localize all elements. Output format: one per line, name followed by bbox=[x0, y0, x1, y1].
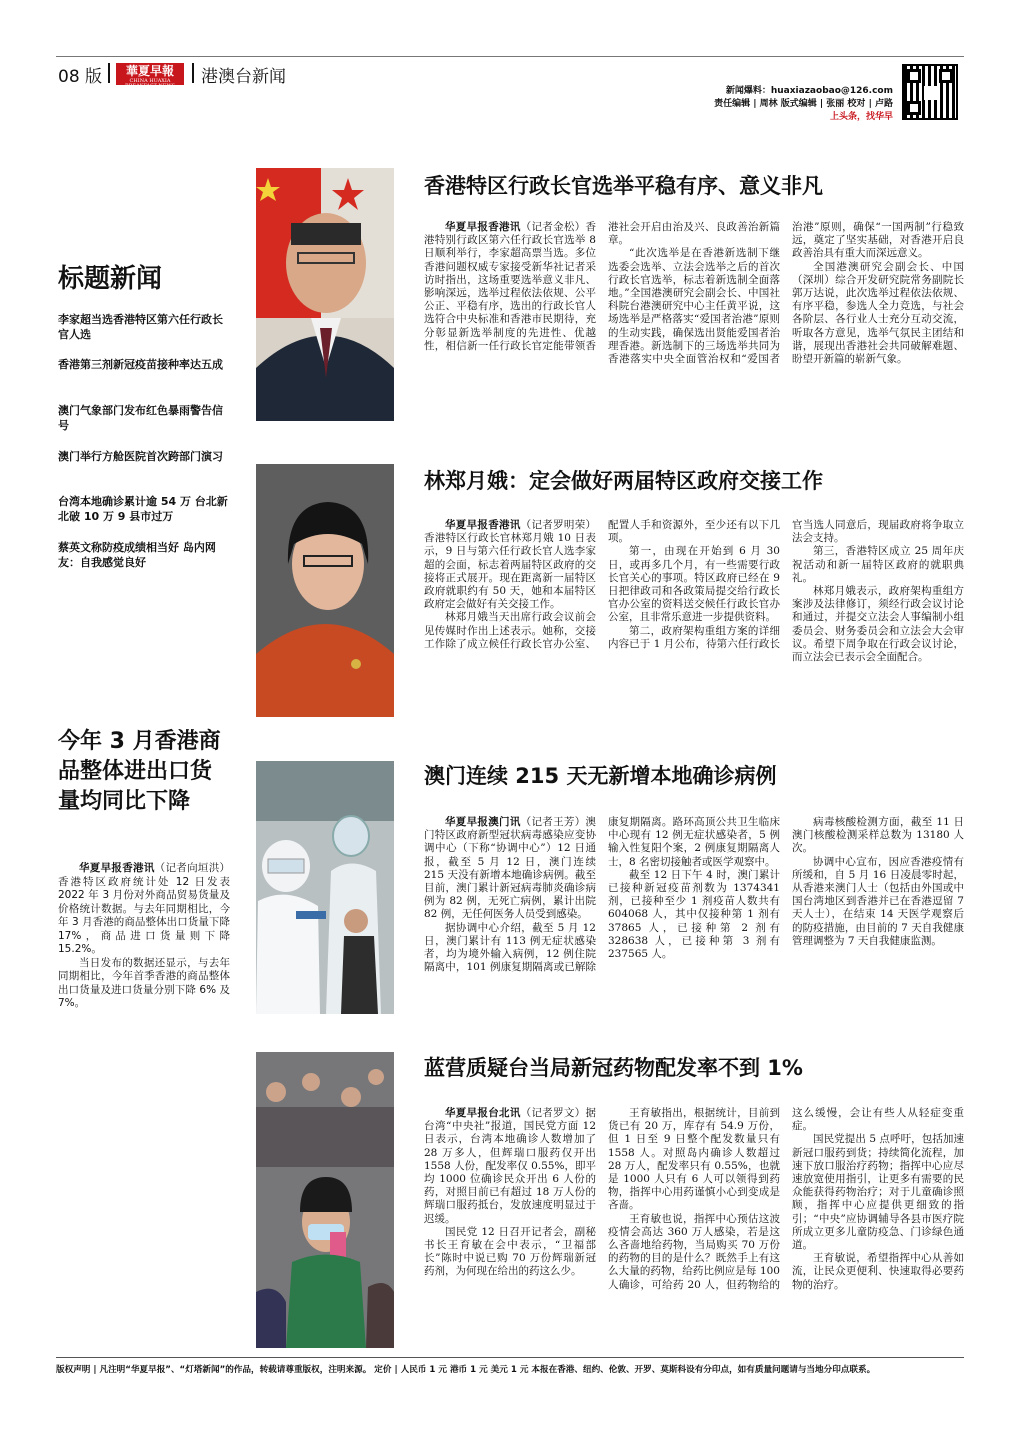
article-title: 蓝营质疑台当局新冠药物配发率不到 1% bbox=[424, 1056, 803, 1080]
footer-rule bbox=[56, 1357, 964, 1358]
sidebar-story-body: 华夏早报香港讯（记者向垣洪）香港特区政府统计处 12 日发表 2022 年 3 月份对外商品贸易货量及价格统计数据。与去年同期相比，今年 3 月香港的商品整体出口货量下降 17%，商品进口货量则下降 15.2%。 当日发布的数据还显示，与去年同期相比，今年首季香港的商品整体出口货量及进口货量分别下降 6% 及 7%。 bbox=[58, 862, 231, 1009]
article-body: 华夏早报澳门讯（记者王芳）澳门特区政府新型冠状病毒感染应变协调中心（下称“协调中心”）12 日通报，截至 5 月 12 日，澳门连续 215 天没有新增本地确诊病例。截至目前，澳门累计新冠病毒肺炎确诊病例为 82 例，无死亡病例，累计出院 82 例，无任何医务人员受到感染。 据协调中心介绍，截至 5 月 12 日，澳门累计有 113 例无症状感染者，均为境外输入病例，12 例住院隔离中，101 例康复期隔离或已解除康复期隔离。路环高顶公共卫生临床中心现有 12 例无症状感染者，5 例输入性复阳个案，2 例康复期隔离人士，8 名密切接触者或医学观察中。 截至 12 日下午 4 时，澳门累计已接种新冠疫苗剂数为 1374341 剂，已接种至少 1 剂疫苗人数共有 604068 人，其中仅接种第 1 剂有 37865 人，已接种第 2 剂有 328638 人，已接种第 3 剂有 237565 人。 病毒核酸检测方面，截至 11 日澳门核酸检测采样总数为 13180 人次。 协调中心宣布，因应香港疫情有所缓和，自 5 月 16 日凌晨零时起，从香港来澳门人士（包括由外国或中国台湾地区到香港并已在香港逗留 7 天人士），在结束 14 天医学观察后的防疫措施，由目前的 7 天自我健康管理调整为 7 天自我健康监测。 bbox=[424, 816, 964, 974]
article-title: 香港特区行政长官选举平稳有序、意义非凡 bbox=[424, 174, 823, 198]
article-photo bbox=[256, 761, 394, 1014]
footer-copyright: 版权声明 | 凡注明“华夏早报”、“灯塔新闻”的作品，转载请尊重版权，注明来源。 定价 | 人民币 1 元 港币 1 元 美元 1 元 本报在香港、纽约、伦敦、开罗、莫斯科设有分印点，如有质量问题请与当地分印点联系。 bbox=[56, 1365, 876, 1375]
header-separator bbox=[108, 63, 110, 83]
article-photo bbox=[256, 1052, 394, 1348]
header-rule bbox=[56, 56, 964, 57]
article-title: 澳门连续 215 天无新增本地确诊病例 bbox=[424, 764, 777, 788]
page-number: 08 版 bbox=[58, 67, 103, 87]
headline-item[interactable]: 蔡英文称防疫成绩相当好 岛内网友：自我感觉良好 bbox=[58, 541, 216, 569]
article-title: 林郑月娥：定会做好两届特区政府交接工作 bbox=[424, 469, 823, 493]
headline-item[interactable]: 台湾本地确诊累计逾 54 万 台北新北破 10 万 9 县市过万 bbox=[58, 495, 228, 523]
hotline: 新闻爆料：huaxiazaobao@126.com bbox=[725, 86, 893, 96]
editors: 责任编辑 | 周林 版式编辑 | 张丽 校对 | 卢路 bbox=[714, 99, 893, 109]
sidebar-title: 标题新闻 bbox=[58, 264, 163, 294]
article-body: 华夏早报香港讯（记者金松）香港特别行政区第六任行政长官选举 8 日顺利举行，李家超高票当选。多位香港问题权威专家接受新华社记者采访时指出，这场重要选举意义非凡、影响深远，选举过程依法依规、公平公正、平稳有序，选出的行政长官人选符合中央标准和香港市民期待，充分彰显新选举制度的先进性、优越性，相信新一任行政长官定能带领香港社会开启由治及兴、良政善治新篇章。 “此次选举是在香港新选制下继选委会选举、立法会选举之后的首次行政长官选举，标志着新选制全面落地。”全国港澳研究会副会长、中国社科院台港澳研究中心主任黄平说，这场选举是严格落实“爱国者治港”原则的生动实践，确保选出贤能爱国者治理香港。新选制下的三场选举共同为香港落实中央全面管治权和“爱国者治港”原则，确保“一国两制”行稳致远，奠定了坚实基础，对香港开启良政善治具有重大而深远意义。 全国港澳研究会副会长、中国（深圳）综合开发研究院常务副院长郭万达说，此次选举过程依法依规、有序平稳，参选人全力竞选，与社会各阶层、各行业人士充分互动交流，听取各方意见，选举气氛民主团结和谐，展现出香港社会共同破解难题、盼望开新篇的崭新气象。 bbox=[424, 221, 964, 366]
newspaper-logo: 華夏早報 CHINA HUAXIA BREAKFAST NEWS bbox=[116, 63, 184, 85]
article-body: 华夏早报台北讯（记者罗文）据台湾“中央社”报道，国民党方面 12 日表示，台湾本地确诊人数增加了 28 万多人，但辉瑞口服药仅开出 1558 人份，配发率仅 0.55%，即平均 1000 位确诊民众开出 6 人份的药，对照目前已有超过 18 万人份的辉瑞口服药抵台，发放速度明显过于迟缓。 国民党 12 日召开记者会，副秘书长王育敏在会中表示，“卫福部长”陈时中说已购 70 万份辉瑞新冠药剂，为何现在给出的药这么少。 王育敏指出，根据统计，目前到货已有 20 万，库存有 54.9 万份，但 1 日至 9 日整个配发数量只有 1558 人。对照岛内确诊人数超过 28 万人，配发率只有 0.55%，也就是 1000 人只有 6 人可以领得到药物，指挥中心用药谨慎小心到变成是吝啬。 王育敏也说，指挥中心预估这波疫情会高达 360 万人感染，若是这么吝啬地给药物，当局购买 70 万份的药物的目的是什么？既然手上有这么大量的药物，给药比例应是每 100 人确诊，可给药 20 人，但药物给的这么缓慢，会让有些人从轻症变重症。 国民党提出 5 点呼吁，包括加速新冠口服药到货；持续简化流程，加速下放口服治疗药物；指挥中心应尽速放宽使用指引，让更多有需要的民众能获得药物治疗；对于儿童确诊照顾，指挥中心应提供更细致的指引；“中央”应协调辅导各县市医疗院所成立更多儿童防疫急、门诊绿色通道。 王育敏说，希望指挥中心从善如流，让民众更便利、快速取得必要药物的治疗。 bbox=[424, 1107, 964, 1291]
headline-item[interactable]: 李家超当选香港特区第六任行政长官人选 bbox=[58, 313, 223, 341]
section-name: 港澳台新闻 bbox=[201, 67, 286, 87]
headline-item[interactable]: 香港第三剂新冠疫苗接种率达五成 bbox=[58, 358, 223, 371]
slogan: 上头条，找华早 bbox=[829, 112, 893, 122]
article-photo bbox=[256, 168, 394, 421]
sidebar-story-title: 今年 3 月香港商品整体进出口货量均同比下降 bbox=[58, 729, 221, 814]
editor-info bbox=[714, 85, 893, 124]
qr-code-icon bbox=[902, 64, 958, 120]
article-body: 华夏早报香港讯（记者罗明荣）香港特区行政长官林郑月娥 10 日表示，9 日与第六任行政长官人选李家超的会面，标志着两届特区政府的交接将正式展开。现在距离新一届特区政府就职约有 50 天，她和本届特区政府定会做好有关交接工作。 林郑月娥当天出席行政会议前会见传媒时作出上述表示。她称，交接工作除了成立候任行政长官办公室、配置人手和资源外，至少还有以下几项。 第一，由现在开始到 6 月 30 日，或再多几个月，有一些需要行政长官关心的事项。特区政府已经在 9 日把律政司和各政策局提交给行政长官办公室的资料送交候任行政长官办公室，且非常乐意进一步提供资料。 第二，政府架构重组方案的详细内容已于 1 月公布，待第六任行政长官当选人同意后，现届政府将争取立法会支持。 第三，香港特区成立 25 周年庆祝活动和新一届特区政府的就职典礼。 林郑月娥表示，政府架构重组方案涉及法律修订，须经行政会议讨论和通过，并提交立法会人事编制小组委员会、财务委员会和立法会大会审议。希望下周争取在行政会议讨论，而立法会已表示会全面配合。 bbox=[424, 519, 964, 664]
headline-item[interactable]: 澳门举行方舱医院首次跨部门演习 bbox=[58, 450, 223, 463]
headline-item[interactable]: 澳门气象部门发布红色暴雨警告信号 bbox=[58, 404, 223, 432]
header-separator bbox=[192, 63, 194, 83]
article-photo bbox=[256, 464, 394, 717]
